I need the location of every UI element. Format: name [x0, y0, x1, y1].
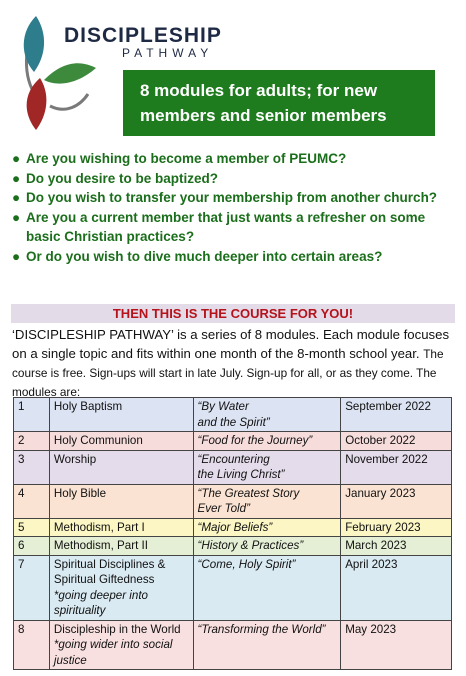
module-number: 7 — [14, 555, 50, 620]
module-date: May 2023 — [341, 620, 452, 670]
bullet-icon: ● — [12, 209, 21, 225]
module-number: 2 — [14, 432, 50, 451]
module-date: April 2023 — [341, 555, 452, 620]
module-number: 3 — [14, 450, 50, 484]
module-topic — [49, 484, 193, 518]
modules-table — [13, 397, 452, 670]
module-number: 5 — [14, 518, 50, 537]
module-topic — [49, 518, 193, 537]
question-item: ● Or do you wish to dive much deeper into certain areas? — [12, 247, 462, 267]
question-item: ● Are you a current member that just wants a refresher on some basic Christian practices? — [12, 209, 426, 244]
module-topic — [49, 398, 193, 432]
question-item: ● Do you wish to transfer your membership from another church? — [12, 188, 462, 208]
banner-text: 8 modules for adults; for new members and senior members — [140, 81, 387, 125]
module-note: *going wider into social justice — [53, 638, 173, 667]
module-row — [14, 537, 452, 556]
intro-text — [12, 325, 460, 401]
module-number: 8 — [14, 620, 50, 670]
module-number: 4 — [14, 484, 50, 518]
module-topic — [49, 432, 193, 451]
module-subtitle: “Food for the Journey” — [193, 432, 341, 451]
module-note: *going deeper into spirituality — [53, 588, 149, 617]
module-row — [14, 555, 452, 620]
module-row — [14, 620, 452, 670]
module-subtitle: “Come, Holy Spirit” — [193, 555, 341, 620]
bullet-icon: ● — [12, 190, 21, 205]
module-topic — [49, 450, 193, 484]
intro-paragraph: ‘DISCIPLESHIP PATHWAY’ is a series of 8 modules. Each module focuses on a single topic and fits within one month of the 8-month school year. — [12, 327, 450, 361]
module-date: September 2022 — [341, 398, 452, 432]
module-row — [14, 450, 452, 484]
module-number: 1 — [14, 398, 50, 432]
bullet-icon: ● — [12, 170, 21, 186]
question-item: ● Do you desire to be baptized? — [12, 169, 462, 189]
module-topic-label: Holy Communion — [53, 434, 143, 447]
brand-subtitle: PATHWAY — [122, 46, 214, 60]
module-date: November 2022 — [341, 450, 452, 484]
module-topic-label: Holy Bible — [53, 486, 107, 500]
module-date: February 2023 — [341, 518, 452, 537]
module-row — [14, 398, 452, 432]
module-subtitle: “Transforming the World” — [193, 620, 341, 670]
module-date: January 2023 — [341, 484, 452, 518]
intro-signup: The course is free. Sign-ups will start in late July. Sign-up for all, or as they come. The modules are: — [12, 347, 444, 399]
module-date: October 2022 — [341, 432, 452, 451]
module-topic — [49, 555, 193, 620]
module-date: March 2023 — [341, 537, 452, 556]
bullet-icon: ● — [12, 248, 21, 264]
module-topic-label: Spiritual Disciplines & Spiritual Giftedness — [53, 557, 166, 586]
module-row — [14, 518, 452, 537]
banner — [123, 70, 435, 136]
module-subtitle: “History & Practices” — [193, 537, 341, 556]
module-topic-label: Worship — [53, 452, 97, 466]
module-row — [14, 432, 452, 451]
question-list — [12, 149, 462, 266]
module-subtitle: “Major Beliefs” — [193, 518, 341, 537]
module-row — [14, 484, 452, 518]
question-item: ● Are you wishing to become a member of PEUMC? — [12, 149, 462, 169]
bullet-icon: ● — [12, 151, 21, 166]
module-subtitle: “Encountering the Living Christ” — [193, 450, 341, 484]
module-topic — [49, 620, 193, 670]
module-subtitle: “The Greatest Story Ever Told” — [193, 484, 341, 518]
brand-title: DISCIPLESHIP — [64, 24, 222, 47]
module-subtitle: “By Water and the Spirit” — [193, 398, 341, 432]
module-topic-label: Methodism, Part II — [53, 539, 148, 552]
module-topic-label: Holy Baptism — [53, 400, 123, 413]
module-topic-label: Methodism, Part I — [53, 520, 145, 534]
module-topic-label: Discipleship in the World — [53, 622, 181, 636]
course-header: THEN THIS IS THE COURSE FOR YOU! — [11, 304, 455, 323]
module-number: 6 — [14, 537, 50, 556]
module-topic — [49, 537, 193, 556]
